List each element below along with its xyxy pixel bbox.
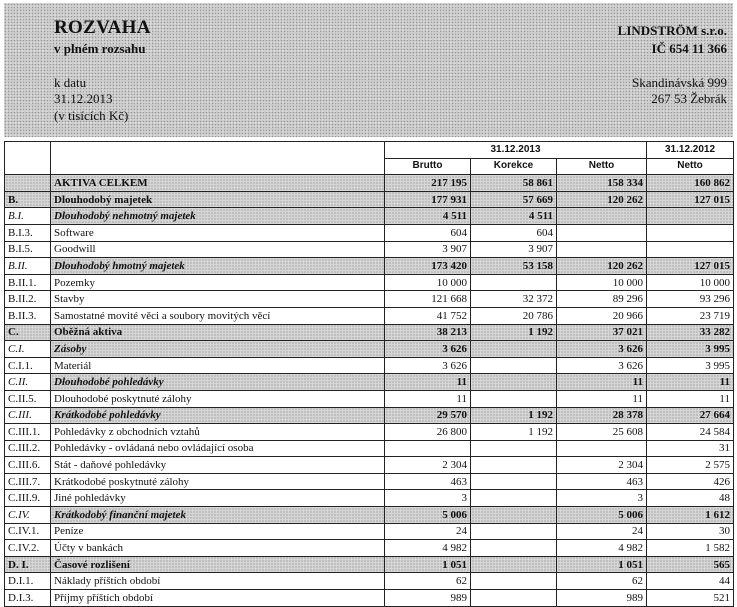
row-brutto: 121 668 [385, 291, 471, 308]
row-label: Oběžná aktiva [51, 324, 385, 341]
row-korekce: 57 669 [471, 191, 557, 208]
row-label: Pozemky [51, 274, 385, 291]
row-netto: 3 [557, 490, 647, 507]
row-code: C.II. [5, 374, 51, 391]
company-street: Skandinávská 999 [632, 75, 727, 90]
row-brutto: 463 [385, 473, 471, 490]
row-netto-prior: 3 995 [647, 357, 734, 374]
row-netto [557, 208, 647, 225]
label-header-cell [51, 142, 385, 175]
report-subtitle: v plném rozsahu [54, 41, 146, 56]
row-netto-prior: 160 862 [647, 175, 734, 192]
row-brutto: 11 [385, 374, 471, 391]
row-korekce: 3 907 [471, 241, 557, 258]
row-label: Náklady příštích období [51, 573, 385, 590]
row-netto-prior: 48 [647, 490, 734, 507]
row-netto: 20 966 [557, 307, 647, 324]
row-netto-prior: 93 296 [647, 291, 734, 308]
row-label: Stavby [51, 291, 385, 308]
row-label: Dlouhodobý majetek [51, 191, 385, 208]
row-netto-prior: 31 [647, 440, 734, 457]
row-netto-prior: 2 575 [647, 457, 734, 474]
row-korekce: 58 861 [471, 175, 557, 192]
row-code: B.II.2. [5, 291, 51, 308]
brutto-header: Brutto [385, 158, 471, 175]
row-netto-prior [647, 224, 734, 241]
row-label: Krátkodobý finanční majetek [51, 507, 385, 524]
row-brutto: 5 006 [385, 507, 471, 524]
row-netto-prior: 521 [647, 590, 734, 607]
row-netto: 989 [557, 590, 647, 607]
row-netto-prior: 23 719 [647, 307, 734, 324]
row-brutto: 1 051 [385, 556, 471, 573]
balance-table [4, 141, 734, 607]
row-brutto: 3 [385, 490, 471, 507]
row-label: Zásoby [51, 341, 385, 358]
row-netto: 89 296 [557, 291, 647, 308]
row-brutto: 24 [385, 523, 471, 540]
table-row [5, 523, 734, 540]
period-prior-header: 31.12.2012 [647, 142, 734, 159]
row-brutto: 173 420 [385, 258, 471, 275]
table-row [5, 390, 734, 407]
row-code: C.II.5. [5, 390, 51, 407]
row-netto-prior: 426 [647, 473, 734, 490]
table-row [5, 224, 734, 241]
row-netto: 2 304 [557, 457, 647, 474]
row-label: Časové rozlišení [51, 556, 385, 573]
report-title: ROZVAHA [54, 17, 151, 38]
row-code: B.I. [5, 208, 51, 225]
table-row [5, 374, 734, 391]
row-label: Materiál [51, 357, 385, 374]
row-code: D. I. [5, 556, 51, 573]
row-label: Krátkodobé poskytnuté zálohy [51, 473, 385, 490]
period-header-row [5, 142, 734, 159]
row-netto: 37 021 [557, 324, 647, 341]
row-netto: 120 262 [557, 258, 647, 275]
row-netto-prior: 1 582 [647, 540, 734, 557]
row-korekce: 604 [471, 224, 557, 241]
row-netto [557, 224, 647, 241]
row-netto-prior: 565 [647, 556, 734, 573]
row-brutto: 2 304 [385, 457, 471, 474]
table-row [5, 191, 734, 208]
table-row [5, 407, 734, 424]
row-label: Peníze [51, 523, 385, 540]
row-code: C.IV.1. [5, 523, 51, 540]
row-netto: 11 [557, 390, 647, 407]
row-code: C.III.7. [5, 473, 51, 490]
row-netto: 62 [557, 573, 647, 590]
row-korekce [471, 507, 557, 524]
row-korekce [471, 523, 557, 540]
row-netto-prior: 24 584 [647, 424, 734, 441]
company-ic: IČ 654 11 366 [651, 41, 727, 56]
report-date: 31.12.2013 [54, 91, 113, 106]
row-code: B.II.1. [5, 274, 51, 291]
row-code: C.III.6. [5, 457, 51, 474]
row-brutto: 177 931 [385, 191, 471, 208]
row-netto: 4 982 [557, 540, 647, 557]
row-netto-prior: 10 000 [647, 274, 734, 291]
table-row [5, 473, 734, 490]
row-code: B.II.3. [5, 307, 51, 324]
row-netto-prior [647, 208, 734, 225]
row-label: Dlouhodobé pohledávky [51, 374, 385, 391]
row-netto: 28 378 [557, 407, 647, 424]
table-row [5, 208, 734, 225]
row-netto: 463 [557, 473, 647, 490]
row-korekce [471, 341, 557, 358]
row-code: C.III. [5, 407, 51, 424]
row-brutto: 11 [385, 390, 471, 407]
row-code: D.I.3. [5, 590, 51, 607]
table-row [5, 556, 734, 573]
table-row [5, 291, 734, 308]
row-label: Dlouhodobé poskytnuté zálohy [51, 390, 385, 407]
row-brutto: 3 626 [385, 357, 471, 374]
row-brutto: 41 752 [385, 307, 471, 324]
row-netto: 3 626 [557, 341, 647, 358]
row-brutto: 217 195 [385, 175, 471, 192]
row-netto-prior: 44 [647, 573, 734, 590]
row-label: Účty v bankách [51, 540, 385, 557]
row-brutto: 604 [385, 224, 471, 241]
row-label: Software [51, 224, 385, 241]
row-netto-prior: 30 [647, 523, 734, 540]
row-label: Jiné pohledávky [51, 490, 385, 507]
row-code: B.II. [5, 258, 51, 275]
row-korekce [471, 556, 557, 573]
table-row [5, 258, 734, 275]
row-korekce: 1 192 [471, 407, 557, 424]
row-brutto: 38 213 [385, 324, 471, 341]
row-korekce [471, 473, 557, 490]
row-label: Samostatné movité věci a soubory movitých věcí [51, 307, 385, 324]
row-brutto: 29 570 [385, 407, 471, 424]
date-label: k datu [54, 75, 87, 90]
row-code: C.IV.2. [5, 540, 51, 557]
row-korekce [471, 590, 557, 607]
code-header-cell [5, 142, 51, 175]
row-netto: 10 000 [557, 274, 647, 291]
row-label: Pohledávky - ovládaná nebo ovládající osoba [51, 440, 385, 457]
table-row [5, 490, 734, 507]
row-label: Goodwill [51, 241, 385, 258]
row-korekce: 20 786 [471, 307, 557, 324]
row-netto-prior: 127 015 [647, 258, 734, 275]
row-korekce: 4 511 [471, 208, 557, 225]
row-korekce: 1 192 [471, 424, 557, 441]
row-netto: 25 608 [557, 424, 647, 441]
row-brutto: 10 000 [385, 274, 471, 291]
row-netto-prior: 3 995 [647, 341, 734, 358]
row-brutto: 4 982 [385, 540, 471, 557]
row-netto: 120 262 [557, 191, 647, 208]
row-netto-prior: 1 612 [647, 507, 734, 524]
table-row [5, 573, 734, 590]
table-row [5, 241, 734, 258]
row-code: B.I.3. [5, 224, 51, 241]
row-netto: 24 [557, 523, 647, 540]
row-korekce [471, 457, 557, 474]
row-korekce [471, 573, 557, 590]
row-korekce [471, 374, 557, 391]
table-row [5, 424, 734, 441]
row-brutto [385, 440, 471, 457]
row-netto: 1 051 [557, 556, 647, 573]
row-korekce: 1 192 [471, 324, 557, 341]
row-label: Pohledávky z obchodních vztahů [51, 424, 385, 441]
table-row [5, 341, 734, 358]
row-brutto: 989 [385, 590, 471, 607]
row-code: C. [5, 324, 51, 341]
table-row [5, 324, 734, 341]
table-row [5, 274, 734, 291]
row-brutto: 4 511 [385, 208, 471, 225]
row-korekce [471, 390, 557, 407]
row-netto-prior: 11 [647, 390, 734, 407]
row-netto: 5 006 [557, 507, 647, 524]
table-row [5, 457, 734, 474]
table-row [5, 540, 734, 557]
row-korekce [471, 540, 557, 557]
row-code: C.IV. [5, 507, 51, 524]
row-code: C.III.2. [5, 440, 51, 457]
row-brutto: 62 [385, 573, 471, 590]
table-row [5, 440, 734, 457]
row-korekce [471, 274, 557, 291]
report-unit: (v tisících Kč) [54, 108, 129, 123]
row-netto: 158 334 [557, 175, 647, 192]
row-code: D.I.1. [5, 573, 51, 590]
row-korekce [471, 357, 557, 374]
row-netto-prior [647, 241, 734, 258]
period-current-header: 31.12.2013 [385, 142, 647, 159]
row-label: Krátkodobé pohledávky [51, 407, 385, 424]
row-label: AKTIVA CELKEM [51, 175, 385, 192]
row-netto-prior: 33 282 [647, 324, 734, 341]
row-korekce: 32 372 [471, 291, 557, 308]
netto-prior-header: Netto [647, 158, 734, 175]
row-korekce: 53 158 [471, 258, 557, 275]
table-row [5, 175, 734, 192]
row-code: B. [5, 191, 51, 208]
report-header [4, 3, 733, 137]
row-code: C.I. [5, 341, 51, 358]
row-code: B.I.5. [5, 241, 51, 258]
netto-header: Netto [557, 158, 647, 175]
table-row [5, 307, 734, 324]
row-code: C.I.1. [5, 357, 51, 374]
row-korekce [471, 440, 557, 457]
table-row [5, 507, 734, 524]
table-row [5, 357, 734, 374]
row-korekce [471, 490, 557, 507]
table-row [5, 590, 734, 607]
balance-rows [5, 175, 734, 606]
row-brutto: 3 907 [385, 241, 471, 258]
row-netto-prior: 27 664 [647, 407, 734, 424]
row-netto [557, 440, 647, 457]
row-code: C.III.9. [5, 490, 51, 507]
row-label: Dlouhodobý hmotný majetek [51, 258, 385, 275]
korekce-header: Korekce [471, 158, 557, 175]
row-code [5, 175, 51, 192]
row-label: Příjmy příštích období [51, 590, 385, 607]
row-brutto: 26 800 [385, 424, 471, 441]
row-netto: 3 626 [557, 357, 647, 374]
row-netto-prior: 11 [647, 374, 734, 391]
row-label: Dlouhodobý nehmotný majetek [51, 208, 385, 225]
company-name: LINDSTRÖM s.r.o. [617, 23, 727, 38]
row-netto: 11 [557, 374, 647, 391]
row-netto-prior: 127 015 [647, 191, 734, 208]
row-label: Stát - daňové pohledávky [51, 457, 385, 474]
row-brutto: 3 626 [385, 341, 471, 358]
row-code: C.III.1. [5, 424, 51, 441]
company-city: 267 53 Žebrák [651, 91, 727, 106]
row-netto [557, 241, 647, 258]
